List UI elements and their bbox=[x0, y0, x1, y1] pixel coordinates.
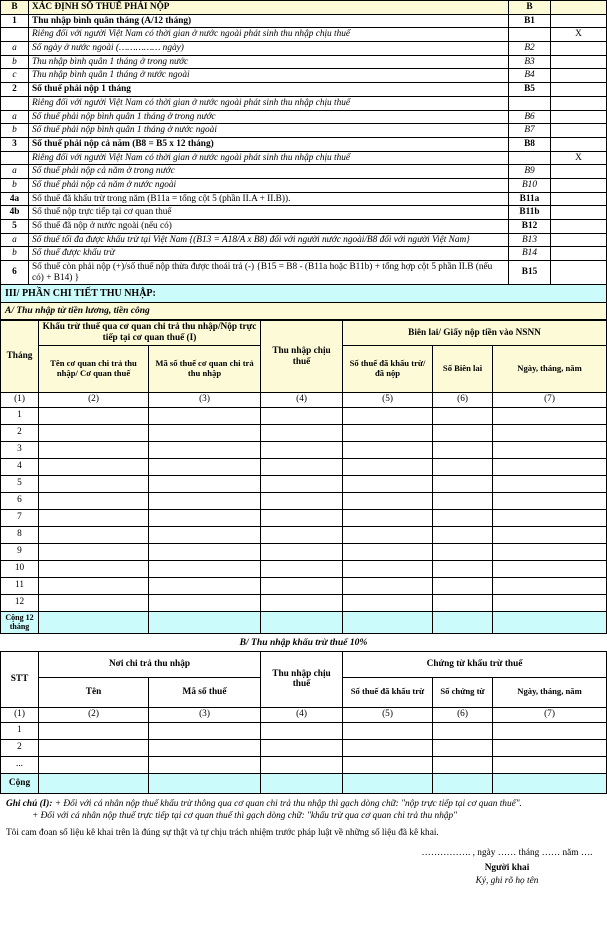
table-row bbox=[1, 96, 607, 110]
payer-name-cell[interactable] bbox=[39, 509, 149, 526]
taxable-income-cell[interactable] bbox=[261, 424, 343, 441]
tax-withheld-cell[interactable] bbox=[343, 560, 433, 577]
row-index: 5 bbox=[1, 220, 29, 234]
taxable-income-cell[interactable] bbox=[261, 475, 343, 492]
total-taxable-income[interactable] bbox=[261, 611, 343, 633]
month-cell: 10 bbox=[1, 560, 39, 577]
part-a-colnum-row bbox=[1, 392, 607, 407]
table-row bbox=[1, 407, 607, 424]
month-cell: 5 bbox=[1, 475, 39, 492]
row-label: Số thuế được khấu trừ bbox=[29, 247, 509, 261]
tax-withheld-cell[interactable] bbox=[343, 756, 433, 773]
row-label: Số thuế phải nộp 1 tháng bbox=[29, 83, 509, 97]
table-row bbox=[1, 543, 607, 560]
month-cell: 11 bbox=[1, 577, 39, 594]
receipt-no-cell[interactable] bbox=[433, 458, 493, 475]
row-value[interactable] bbox=[551, 42, 607, 56]
payer-name-cell[interactable] bbox=[39, 424, 149, 441]
payer-name-cell[interactable] bbox=[39, 458, 149, 475]
taxable-income-cell[interactable] bbox=[261, 594, 343, 611]
row-label: Riêng đối với người Việt Nam có thời gian ở nước ngoài phát sinh thu nhập chịu thuế bbox=[29, 151, 509, 165]
col-doc-no-header: Số chứng từ bbox=[433, 677, 493, 707]
receipt-date-cell[interactable] bbox=[493, 560, 607, 577]
stt-cell: 1 bbox=[1, 722, 39, 739]
taxable-income-cell[interactable] bbox=[261, 543, 343, 560]
row-code: B4 bbox=[509, 69, 551, 83]
receipt-date-cell[interactable] bbox=[493, 509, 607, 526]
col-payer-group-header: Nơi chi trả thu nhập bbox=[39, 651, 261, 677]
row-label: Số thuế phải nộp cả năm ở trong nước bbox=[29, 165, 509, 179]
colnum: (3) bbox=[149, 707, 261, 722]
row-index bbox=[1, 151, 29, 165]
table-row bbox=[1, 722, 607, 739]
doc-no-cell[interactable] bbox=[433, 722, 493, 739]
taxable-income-cell[interactable] bbox=[261, 722, 343, 739]
receipt-no-cell[interactable] bbox=[433, 492, 493, 509]
colnum: (2) bbox=[39, 707, 149, 722]
tax-withheld-cell[interactable] bbox=[343, 458, 433, 475]
taxable-income-cell[interactable] bbox=[261, 739, 343, 756]
receipt-no-cell[interactable] bbox=[433, 560, 493, 577]
table-row bbox=[1, 475, 607, 492]
taxable-income-cell[interactable] bbox=[261, 509, 343, 526]
part-b-header-row-1 bbox=[1, 651, 607, 677]
row-index: a bbox=[1, 42, 29, 56]
table-row bbox=[1, 577, 607, 594]
row-label: Số thuế phải nộp cả năm (B8 = B5 x 12 tháng) bbox=[29, 137, 509, 151]
payer-taxcode-cell[interactable] bbox=[149, 739, 261, 756]
payer-taxcode-cell[interactable] bbox=[149, 492, 261, 509]
receipt-no-cell[interactable] bbox=[433, 441, 493, 458]
row-code: B8 bbox=[509, 137, 551, 151]
row-code bbox=[509, 96, 551, 110]
receipt-no-cell[interactable] bbox=[433, 407, 493, 424]
notes-line-2: + Đối với cá nhân nộp thuế trực tiếp tại cơ quan thuế thì gạch dòng chữ: "khấu trừ qua cơ quan chi trả thu nhập" bbox=[32, 811, 458, 822]
commitment-text: Tôi cam đoan số liệu kê khai trên là đúng sự thật và tự chịu trách nhiệm trước pháp luật về những số liệu đã kê khai. bbox=[6, 827, 439, 838]
doc-no-cell[interactable] bbox=[433, 739, 493, 756]
row-value[interactable]: X bbox=[551, 28, 607, 42]
tax-withheld-cell[interactable] bbox=[343, 441, 433, 458]
month-cell: 8 bbox=[1, 526, 39, 543]
section-b-col-letter: B bbox=[1, 1, 29, 15]
payer-name-cell[interactable] bbox=[39, 407, 149, 424]
payer-taxcode-cell[interactable] bbox=[149, 407, 261, 424]
table-row bbox=[1, 594, 607, 611]
col-payer-name-header: Tên bbox=[39, 677, 149, 707]
part-a-title: A/ Thu nhập từ tiền lương, tiền công bbox=[0, 303, 607, 320]
taxable-income-cell[interactable] bbox=[261, 492, 343, 509]
receipt-no-cell[interactable] bbox=[433, 594, 493, 611]
row-index: a bbox=[1, 233, 29, 247]
total-label: Cộng 12 tháng bbox=[1, 611, 39, 633]
colnum: (5) bbox=[343, 707, 433, 722]
total-payer-taxcode bbox=[149, 611, 261, 633]
row-index: b bbox=[1, 55, 29, 69]
receipt-date-cell[interactable] bbox=[493, 526, 607, 543]
total-taxable-income[interactable] bbox=[261, 773, 343, 793]
month-cell: 3 bbox=[1, 441, 39, 458]
total-doc-no bbox=[433, 773, 493, 793]
table-row bbox=[1, 137, 607, 151]
table-row bbox=[1, 261, 607, 285]
table-row bbox=[1, 124, 607, 138]
payer-taxcode-cell[interactable] bbox=[149, 424, 261, 441]
tax-withheld-cell[interactable] bbox=[343, 492, 433, 509]
col-receipt-group-header: Biên lai/ Giấy nộp tiền vào NSNN bbox=[343, 321, 607, 345]
row-value[interactable] bbox=[551, 261, 607, 285]
doc-date-cell[interactable] bbox=[493, 722, 607, 739]
row-index: 2 bbox=[1, 83, 29, 97]
month-cell: 7 bbox=[1, 509, 39, 526]
receipt-date-cell[interactable] bbox=[493, 458, 607, 475]
row-value[interactable]: X bbox=[551, 151, 607, 165]
col-taxable-income-header: Thu nhập chịu thuế bbox=[261, 321, 343, 392]
row-label: Thu nhập bình quân 1 tháng ở trong nước bbox=[29, 55, 509, 69]
row-code: B6 bbox=[509, 110, 551, 124]
doc-no-cell[interactable] bbox=[433, 756, 493, 773]
part-b-colnum-row bbox=[1, 707, 607, 722]
table-row bbox=[1, 424, 607, 441]
tax-withheld-cell[interactable] bbox=[343, 509, 433, 526]
row-code: B1 bbox=[509, 14, 551, 28]
part-a-total-row bbox=[1, 611, 607, 633]
colnum: (1) bbox=[1, 707, 39, 722]
row-index bbox=[1, 28, 29, 42]
payer-taxcode-cell[interactable] bbox=[149, 594, 261, 611]
total-payer-name bbox=[39, 611, 149, 633]
total-receipt-no bbox=[433, 611, 493, 633]
colnum: (5) bbox=[343, 392, 433, 407]
table-row bbox=[1, 69, 607, 83]
row-index: b bbox=[1, 178, 29, 192]
month-cell: 12 bbox=[1, 594, 39, 611]
receipt-date-cell[interactable] bbox=[493, 407, 607, 424]
row-code bbox=[509, 28, 551, 42]
tax-withheld-cell[interactable] bbox=[343, 475, 433, 492]
row-index: 6 bbox=[1, 261, 29, 285]
tax-withheld-cell[interactable] bbox=[343, 722, 433, 739]
receipt-no-cell[interactable] bbox=[433, 424, 493, 441]
total-payer-taxcode bbox=[149, 773, 261, 793]
row-label: Số thuế phải nộp bình quân 1 tháng ở trong nước bbox=[29, 110, 509, 124]
col-taxable-income-header: Thu nhập chịu thuế bbox=[261, 651, 343, 707]
doc-date-cell[interactable] bbox=[493, 756, 607, 773]
payer-taxcode-cell[interactable] bbox=[149, 560, 261, 577]
col-doc-group-header: Chứng từ khấu trừ thuế bbox=[343, 651, 607, 677]
table-row bbox=[1, 42, 607, 56]
row-value[interactable] bbox=[551, 165, 607, 179]
payer-name-cell[interactable] bbox=[39, 756, 149, 773]
table-row bbox=[1, 220, 607, 234]
payer-taxcode-cell[interactable] bbox=[149, 722, 261, 739]
receipt-date-cell[interactable] bbox=[493, 424, 607, 441]
colnum: (6) bbox=[433, 707, 493, 722]
tax-withheld-cell[interactable] bbox=[343, 424, 433, 441]
row-code: B3 bbox=[509, 55, 551, 69]
payer-name-cell[interactable] bbox=[39, 560, 149, 577]
receipt-date-cell[interactable] bbox=[493, 492, 607, 509]
colnum: (7) bbox=[493, 392, 607, 407]
row-index: 4b bbox=[1, 206, 29, 220]
receipt-no-cell[interactable] bbox=[433, 526, 493, 543]
section-b-body bbox=[1, 1, 607, 285]
payer-taxcode-cell[interactable] bbox=[149, 509, 261, 526]
payer-taxcode-cell[interactable] bbox=[149, 543, 261, 560]
taxable-income-cell[interactable] bbox=[261, 577, 343, 594]
row-value[interactable] bbox=[551, 206, 607, 220]
tax-withheld-cell[interactable] bbox=[343, 739, 433, 756]
part-b-title: B/ Thu nhập khấu trừ thuế 10% bbox=[0, 634, 607, 651]
taxable-income-cell[interactable] bbox=[261, 441, 343, 458]
row-value[interactable] bbox=[551, 192, 607, 206]
total-doc-date bbox=[493, 773, 607, 793]
table-row bbox=[1, 28, 607, 42]
receipt-no-cell[interactable] bbox=[433, 475, 493, 492]
part-a-header-row-1 bbox=[1, 321, 607, 345]
row-value[interactable] bbox=[551, 124, 607, 138]
row-value[interactable] bbox=[551, 83, 607, 97]
table-row bbox=[1, 233, 607, 247]
col-stt-header: STT bbox=[1, 651, 39, 707]
month-cell: 1 bbox=[1, 407, 39, 424]
notes-block bbox=[0, 794, 607, 842]
payer-taxcode-cell[interactable] bbox=[149, 526, 261, 543]
tax-withheld-cell[interactable] bbox=[343, 407, 433, 424]
total-label: Cộng bbox=[1, 773, 39, 793]
section-b-table bbox=[0, 0, 607, 285]
row-value[interactable] bbox=[551, 110, 607, 124]
receipt-no-cell[interactable] bbox=[433, 509, 493, 526]
taxable-income-cell[interactable] bbox=[261, 560, 343, 577]
notes-label: Ghi chú (I): bbox=[6, 798, 53, 809]
col-payer-taxcode-header: Mã số thuế bbox=[149, 677, 261, 707]
row-value[interactable] bbox=[551, 220, 607, 234]
row-value[interactable] bbox=[551, 69, 607, 83]
signer-title: Người khai bbox=[484, 863, 530, 874]
signature-block bbox=[0, 847, 607, 888]
receipt-date-cell[interactable] bbox=[493, 577, 607, 594]
row-value[interactable] bbox=[551, 55, 607, 69]
colnum: (2) bbox=[39, 392, 149, 407]
stt-cell: ... bbox=[1, 756, 39, 773]
total-payer-name bbox=[39, 773, 149, 793]
section-b-code-header: B bbox=[509, 1, 551, 15]
row-index: c bbox=[1, 69, 29, 83]
colnum: (4) bbox=[261, 392, 343, 407]
table-row bbox=[1, 206, 607, 220]
col-payer-taxcode-header: Mã số thuế cơ quan chi trả thu nhập bbox=[149, 345, 261, 392]
table-row bbox=[1, 492, 607, 509]
row-value[interactable] bbox=[551, 14, 607, 28]
row-index bbox=[1, 96, 29, 110]
stt-cell: 2 bbox=[1, 739, 39, 756]
part-a-body bbox=[1, 321, 607, 633]
taxable-income-cell[interactable] bbox=[261, 407, 343, 424]
payer-name-cell[interactable] bbox=[39, 492, 149, 509]
payer-name-cell[interactable] bbox=[39, 594, 149, 611]
payer-name-cell[interactable] bbox=[39, 739, 149, 756]
table-row bbox=[1, 110, 607, 124]
row-index: 4a bbox=[1, 192, 29, 206]
col-receipt-date-header: Ngày, tháng, năm bbox=[493, 345, 607, 392]
row-code: B10 bbox=[509, 178, 551, 192]
row-label: Số thuế nộp trực tiếp tại cơ quan thuế bbox=[29, 206, 509, 220]
row-label: Số thuế phải nộp bình quân 1 tháng ở nước ngoài bbox=[29, 124, 509, 138]
colnum: (3) bbox=[149, 392, 261, 407]
section-b-title: XÁC ĐỊNH SỐ THUẾ PHẢI NỘP bbox=[29, 1, 509, 15]
table-row bbox=[1, 756, 607, 773]
signature-date-line[interactable]: ……………. , ngày …… tháng …… năm …. bbox=[421, 848, 593, 859]
colnum: (4) bbox=[261, 707, 343, 722]
payer-taxcode-cell[interactable] bbox=[149, 475, 261, 492]
row-code bbox=[509, 151, 551, 165]
table-row bbox=[1, 14, 607, 28]
payer-taxcode-cell[interactable] bbox=[149, 756, 261, 773]
row-code: B2 bbox=[509, 42, 551, 56]
colnum: (6) bbox=[433, 392, 493, 407]
receipt-date-cell[interactable] bbox=[493, 441, 607, 458]
receipt-date-cell[interactable] bbox=[493, 543, 607, 560]
table-row bbox=[1, 151, 607, 165]
table-row bbox=[1, 458, 607, 475]
receipt-no-cell[interactable] bbox=[433, 543, 493, 560]
row-code: B15 bbox=[509, 261, 551, 285]
part-b-total-row bbox=[1, 773, 607, 793]
doc-date-cell[interactable] bbox=[493, 739, 607, 756]
row-label: Số thuế phải nộp cả năm ở nước ngoài bbox=[29, 178, 509, 192]
row-code: B11b bbox=[509, 206, 551, 220]
row-index: a bbox=[1, 110, 29, 124]
receipt-no-cell[interactable] bbox=[433, 577, 493, 594]
tax-withheld-cell[interactable] bbox=[343, 526, 433, 543]
row-code: B14 bbox=[509, 247, 551, 261]
row-value[interactable] bbox=[551, 233, 607, 247]
table-row bbox=[1, 739, 607, 756]
row-code: B12 bbox=[509, 220, 551, 234]
table-row bbox=[1, 247, 607, 261]
row-code: B5 bbox=[509, 83, 551, 97]
section-b-header-row bbox=[1, 1, 607, 15]
col-receipt-no-header: Số Biên lai bbox=[433, 345, 493, 392]
table-row bbox=[1, 560, 607, 577]
month-cell: 2 bbox=[1, 424, 39, 441]
total-tax-withheld[interactable] bbox=[343, 611, 433, 633]
part-a-table bbox=[0, 320, 607, 633]
part-b-table bbox=[0, 651, 607, 794]
section-iii-title: III/ PHẦN CHI TIẾT THU NHẬP: bbox=[0, 285, 607, 303]
taxable-income-cell[interactable] bbox=[261, 756, 343, 773]
row-code: B13 bbox=[509, 233, 551, 247]
colnum: (7) bbox=[493, 707, 607, 722]
table-row bbox=[1, 83, 607, 97]
payer-name-cell[interactable] bbox=[39, 543, 149, 560]
row-index: 1 bbox=[1, 14, 29, 28]
month-cell: 4 bbox=[1, 458, 39, 475]
section-b-x-header bbox=[551, 1, 607, 15]
receipt-date-cell[interactable] bbox=[493, 475, 607, 492]
table-row bbox=[1, 509, 607, 526]
part-b-body bbox=[1, 651, 607, 793]
row-label: Số thuế còn phải nộp (+)/số thuế nộp thừa được thoái trả (-) {B15 = B8 - (B11a hoặc B11b) + tổng hợp cột 5 phần II.B (nếu có) + B14) } bbox=[29, 261, 509, 285]
receipt-date-cell[interactable] bbox=[493, 594, 607, 611]
payer-name-cell[interactable] bbox=[39, 577, 149, 594]
payer-name-cell[interactable] bbox=[39, 475, 149, 492]
col-month-header: Tháng bbox=[1, 321, 39, 392]
signer-note: Ký, ghi rõ họ tên bbox=[475, 876, 539, 887]
row-code: B9 bbox=[509, 165, 551, 179]
table-row bbox=[1, 165, 607, 179]
row-index: b bbox=[1, 124, 29, 138]
row-value[interactable] bbox=[551, 96, 607, 110]
tax-withheld-cell[interactable] bbox=[343, 594, 433, 611]
payer-name-cell[interactable] bbox=[39, 441, 149, 458]
col-tax-withheld-header: Số thuế đã khấu trừ/đã nộp bbox=[343, 345, 433, 392]
payer-taxcode-cell[interactable] bbox=[149, 577, 261, 594]
row-label: Riêng đối với người Việt Nam có thời gian ở nước ngoài phát sinh thu nhập chịu thuế bbox=[29, 28, 509, 42]
table-row bbox=[1, 192, 607, 206]
row-code: B11a bbox=[509, 192, 551, 206]
row-value[interactable] bbox=[551, 247, 607, 261]
row-label: Số ngày ở nước ngoài (…………… ngày) bbox=[29, 42, 509, 56]
row-index: b bbox=[1, 247, 29, 261]
colnum: (1) bbox=[1, 392, 39, 407]
row-label: Riêng đối với người Việt Nam có thời gian ở nước ngoài phát sinh thu nhập chịu thuế bbox=[29, 96, 509, 110]
row-label: Thu nhập bình quân 1 tháng ở nước ngoài bbox=[29, 69, 509, 83]
row-label: Số thuế đã nộp ở nước ngoài (nếu có) bbox=[29, 220, 509, 234]
row-index: a bbox=[1, 165, 29, 179]
taxable-income-cell[interactable] bbox=[261, 526, 343, 543]
col-withhold-group-header: Khấu trừ thuế qua cơ quan chi trả thu nhập/Nộp trực tiếp tại cơ quan thuế (I) bbox=[39, 321, 261, 345]
payer-taxcode-cell[interactable] bbox=[149, 458, 261, 475]
total-tax-withheld[interactable] bbox=[343, 773, 433, 793]
notes-line-1: + Đối với cá nhân nộp thuế khấu trừ thông qua cơ quan chi trả thu nhập thì gạch dòng chữ: "nộp trực tiếp tại cơ quan thuế". bbox=[54, 798, 522, 809]
month-cell: 9 bbox=[1, 543, 39, 560]
row-label: Thu nhập bình quân tháng (A/12 tháng) bbox=[29, 14, 509, 28]
col-tax-withheld-header: Số thuế đã khấu trừ bbox=[343, 677, 433, 707]
table-row bbox=[1, 55, 607, 69]
payer-name-cell[interactable] bbox=[39, 722, 149, 739]
row-label: Số thuế tối đa được khấu trừ tại Việt Nam {(B13 = A18/A x B8) đối với người nước ngoài/B8 đối với người Việt Nam} bbox=[29, 233, 509, 247]
table-row bbox=[1, 526, 607, 543]
row-value[interactable] bbox=[551, 137, 607, 151]
month-cell: 6 bbox=[1, 492, 39, 509]
tax-withheld-cell[interactable] bbox=[343, 577, 433, 594]
tax-withheld-cell[interactable] bbox=[343, 543, 433, 560]
row-label: Số thuế đã khấu trừ trong năm (B11a = tổng cột 5 (phần II.A + II.B)). bbox=[29, 192, 509, 206]
col-payer-name-header: Tên cơ quan chi trả thu nhập/ Cơ quan thuế bbox=[39, 345, 149, 392]
payer-taxcode-cell[interactable] bbox=[149, 441, 261, 458]
taxable-income-cell[interactable] bbox=[261, 458, 343, 475]
col-doc-date-header: Ngày, tháng, năm bbox=[493, 677, 607, 707]
row-index: 3 bbox=[1, 137, 29, 151]
total-receipt-date bbox=[493, 611, 607, 633]
table-row bbox=[1, 441, 607, 458]
payer-name-cell[interactable] bbox=[39, 526, 149, 543]
row-value[interactable] bbox=[551, 178, 607, 192]
table-row bbox=[1, 178, 607, 192]
row-code: B7 bbox=[509, 124, 551, 138]
